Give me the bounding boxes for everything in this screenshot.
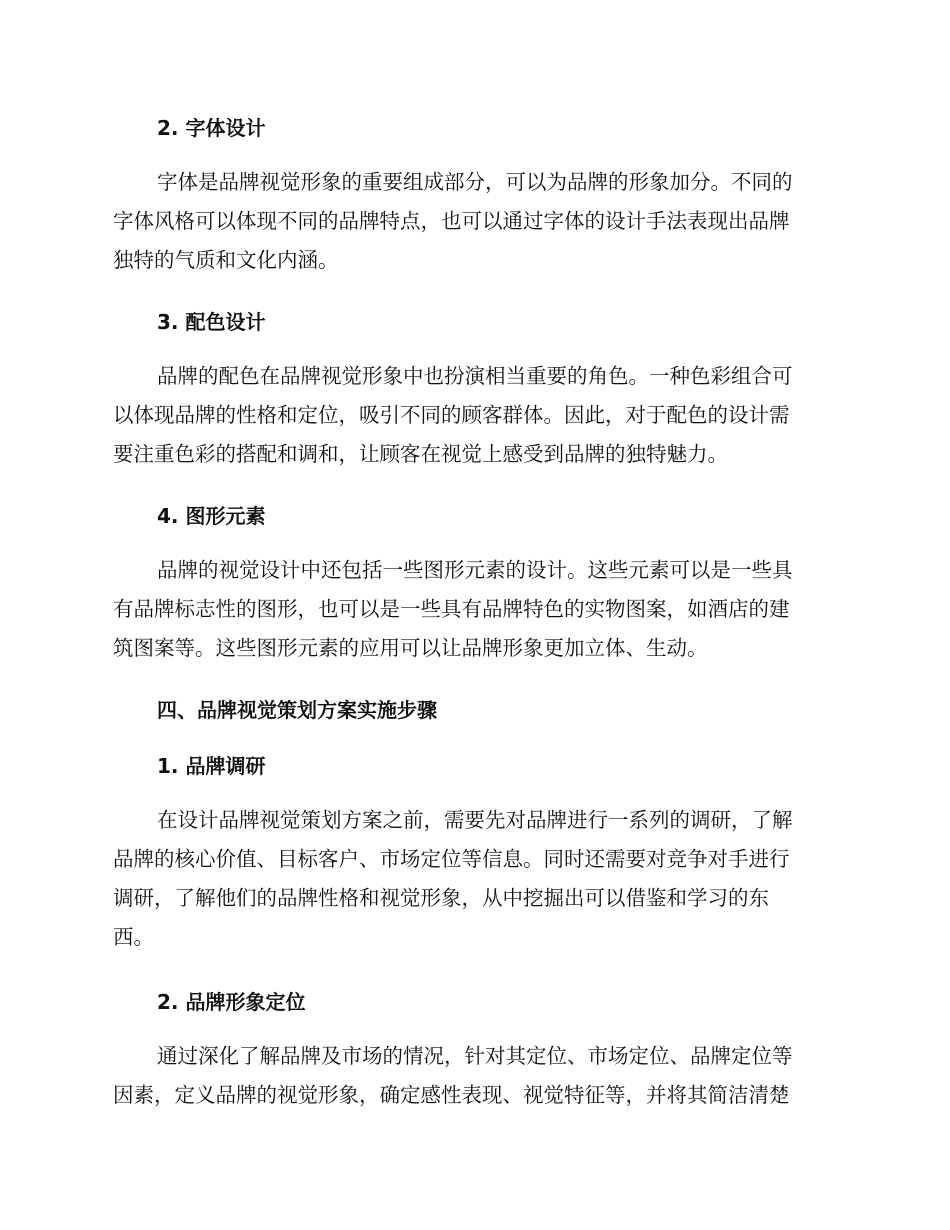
paragraph-line: 以体现品牌的性格和定位，吸引不同的顾客群体。因此，对于配色的设计需 bbox=[113, 403, 790, 427]
chapter-heading-implementation-steps: 四、品牌视觉策划方案实施步骤 bbox=[157, 698, 437, 722]
paragraph-color-design bbox=[113, 357, 833, 474]
section-heading-color-design: 3. 配色设计 bbox=[157, 310, 266, 334]
paragraph-line: 通过深化了解品牌及市场的情况，针对其定位、市场定位、品牌定位等 bbox=[157, 1044, 793, 1068]
paragraph-line: 品牌的视觉设计中还包括一些图形元素的设计。这些元素可以是一些具 bbox=[157, 558, 793, 582]
paragraph-font-design bbox=[113, 163, 833, 280]
paragraph-graphic-elements bbox=[113, 551, 833, 668]
paragraph-line: 西。 bbox=[113, 925, 154, 949]
paragraph-line: 筑图案等。这些图形元素的应用可以让品牌形象更加立体、生动。 bbox=[113, 636, 708, 660]
section-heading-brand-positioning: 2. 品牌形象定位 bbox=[157, 990, 306, 1014]
paragraph-line: 字体风格可以体现不同的品牌特点，也可以通过字体的设计手法表现出品牌 bbox=[113, 209, 790, 233]
paragraph-line: 独特的气质和文化内涵。 bbox=[113, 248, 339, 272]
paragraph-line: 品牌的核心价值、目标客户、市场定位等信息。同时还需要对竞争对手进行 bbox=[113, 847, 790, 871]
paragraph-line: 因素，定义品牌的视觉形象，确定感性表现、视觉特征等，并将其简洁清楚 bbox=[113, 1083, 790, 1107]
section-heading-font-design: 2. 字体设计 bbox=[157, 116, 266, 140]
paragraph-line: 在设计品牌视觉策划方案之前，需要先对品牌进行一系列的调研，了解 bbox=[157, 808, 793, 832]
paragraph-line: 调研，了解他们的品牌性格和视觉形象，从中挖掘出可以借鉴和学习的东 bbox=[113, 886, 769, 910]
paragraph-line: 字体是品牌视觉形象的重要组成部分，可以为品牌的形象加分。不同的 bbox=[157, 170, 793, 194]
paragraph-brand-research bbox=[113, 801, 833, 957]
section-heading-graphic-elements: 4. 图形元素 bbox=[157, 504, 266, 528]
paragraph-line: 品牌的配色在品牌视觉形象中也扮演相当重要的角色。一种色彩组合可 bbox=[157, 364, 793, 388]
paragraph-brand-positioning bbox=[113, 1037, 833, 1115]
section-heading-brand-research: 1. 品牌调研 bbox=[157, 754, 266, 778]
paragraph-line: 有品牌标志性的图形，也可以是一些具有品牌特色的实物图案，如酒店的建 bbox=[113, 597, 790, 621]
paragraph-line: 要注重色彩的搭配和调和，让顾客在视觉上感受到品牌的独特魅力。 bbox=[113, 442, 728, 466]
